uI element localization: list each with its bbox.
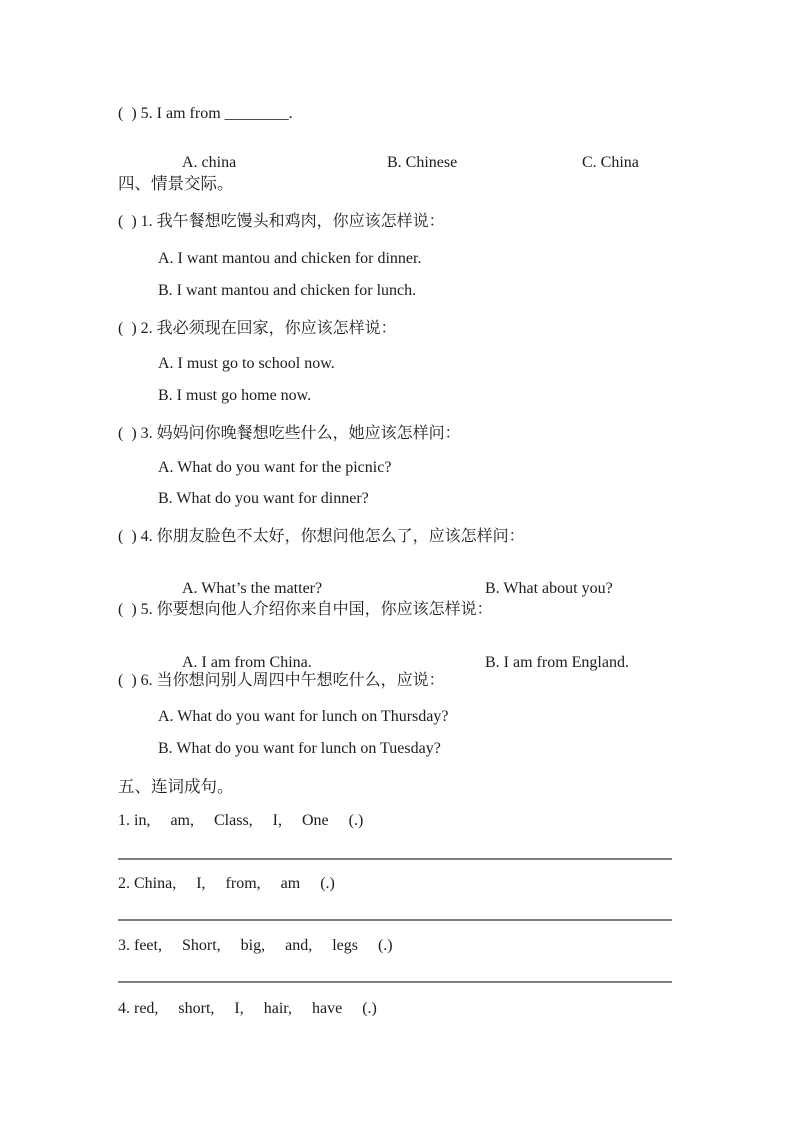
question-prompt: ( ) 6. 当你想问别人周四中午想吃什么，应说： (118, 672, 445, 689)
word-order-item: 2. China, I, from, am (.) (118, 875, 335, 892)
section5-heading: 五、连词成句。 (118, 777, 234, 796)
option-a: A. china (182, 154, 237, 171)
answer-line (118, 858, 672, 860)
option-a: A. What do you want for the picnic? (158, 459, 392, 476)
section4-heading: 四、情景交际。 (118, 174, 234, 193)
question-prompt-top: ( ) 5. I am from ________. (118, 105, 293, 122)
option-b: B. I must go home now. (158, 387, 312, 404)
question-prompt: ( ) 5. 你要想向他人介绍你来自中国，你应该怎样说： (118, 601, 493, 618)
question-prompt: ( ) 2. 我必须现在回家，你应该怎样说： (118, 320, 397, 337)
question-prompt: ( ) 3. 妈妈问你晚餐想吃些什么，她应该怎样问： (118, 425, 461, 442)
option-b: B. I am from England. (485, 654, 629, 671)
word-order-item: 3. feet, Short, big, and, legs (.) (118, 937, 393, 954)
option-b: B. What about you? (485, 580, 613, 597)
word-order-item: 4. red, short, I, hair, have (.) (118, 1000, 377, 1017)
option-b: B. What do you want for lunch on Tuesday? (158, 740, 441, 757)
option-a: A. What do you want for lunch on Thursday? (158, 708, 449, 725)
option-a: A. What’s the matter? (182, 580, 323, 597)
option-b: B. Chinese (387, 154, 458, 171)
option-a: A. I want mantou and chicken for dinner. (158, 250, 422, 267)
options-row (118, 563, 678, 597)
option-a: A. I must go to school now. (158, 355, 335, 372)
option-b: B. I want mantou and chicken for lunch. (158, 282, 417, 299)
question-prompt: ( ) 4. 你朋友脸色不太好，你想问他怎么了，应该怎样问： (118, 528, 525, 545)
word-order-item: 1. in, am, Class, I, One (.) (118, 812, 364, 829)
option-a: A. I am from China. (182, 654, 312, 671)
option-c: C. China (582, 154, 639, 171)
worksheet-content (118, 105, 678, 1017)
question-prompt: ( ) 1. 我午餐想吃馒头和鸡肉，你应该怎样说： (118, 213, 445, 230)
options-row (118, 637, 678, 671)
option-b: B. What do you want for dinner? (158, 490, 369, 507)
answer-line (118, 919, 672, 921)
top-question-options (118, 137, 678, 171)
answer-line (118, 981, 672, 983)
